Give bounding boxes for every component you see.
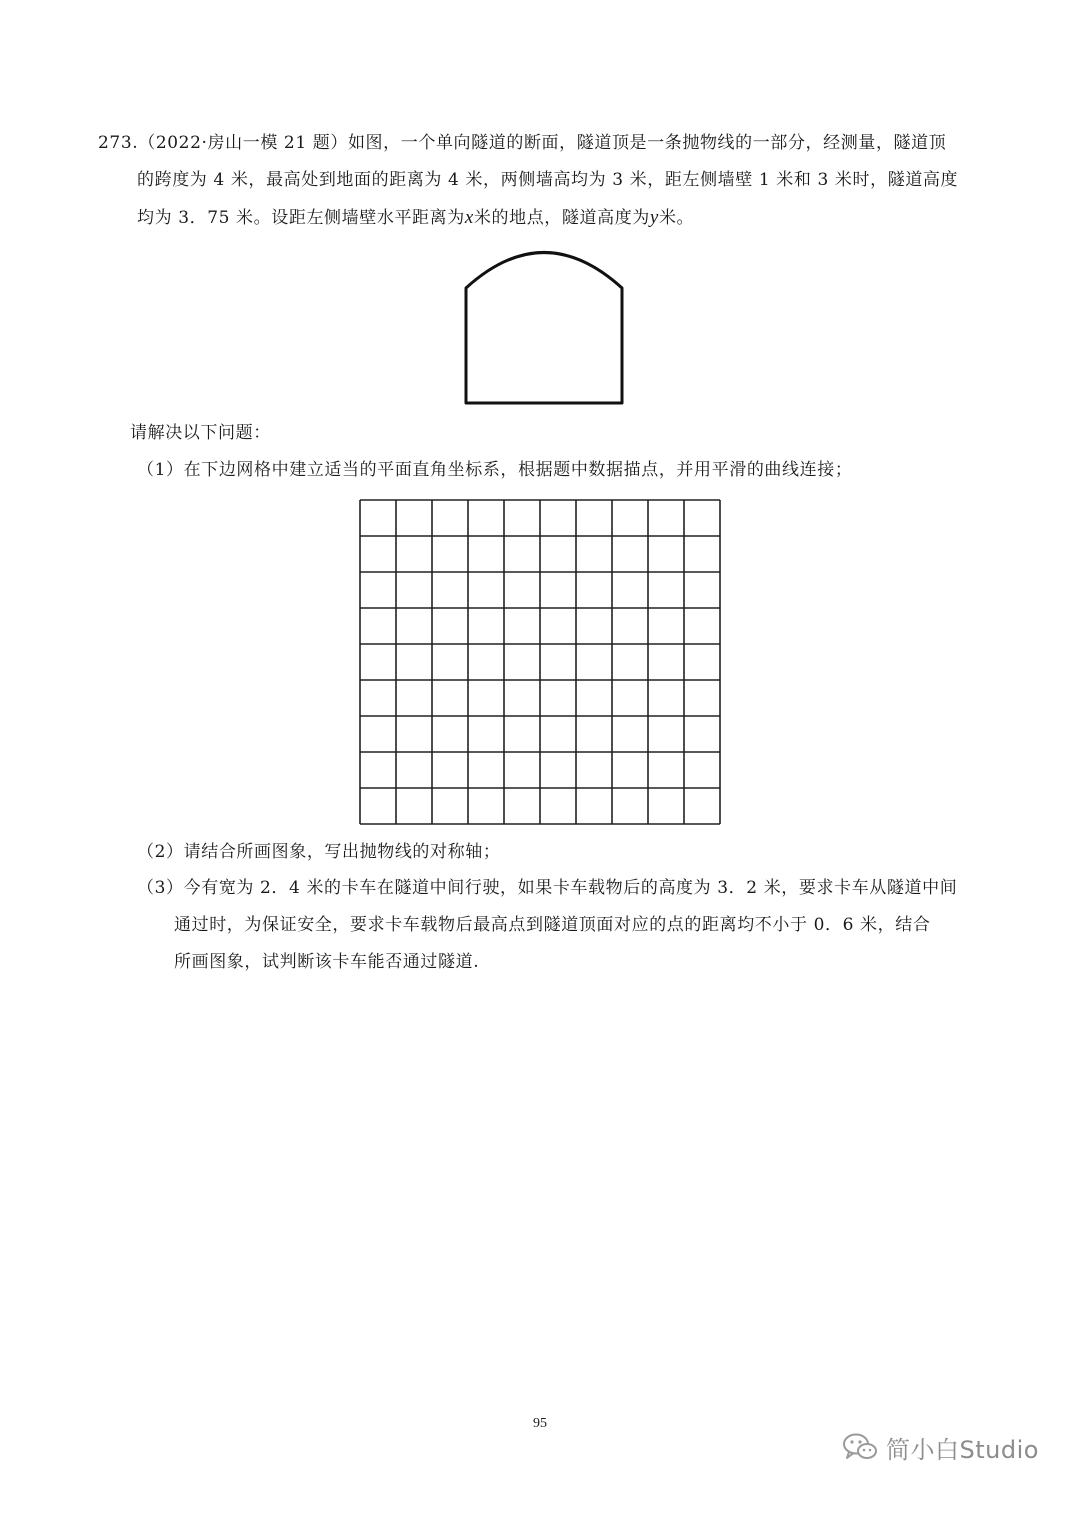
question-3-line-2: 通过时，为保证安全，要求卡车载物后最高点到隧道顶面对应的点的距离均不小于 0．6 米，结合	[174, 915, 931, 935]
question-1-text: （1）在下边网格中建立适当的平面直角坐标系，根据题中数据描点，并用平滑的曲线连接；	[137, 460, 853, 480]
problem-line-2: 的跨度为 4 米，最高处到地面的距离为 4 米，两侧墙高均为 3 米，距左侧墙壁 1 米和 3 米时，隧道高度	[137, 170, 959, 190]
wechat-logo-icon	[842, 1432, 878, 1462]
page-number: 95	[533, 1416, 547, 1431]
question-3-line-3: 所画图象，试判断该卡车能否通过隧道.	[174, 952, 480, 972]
coordinate-grid	[358, 498, 722, 826]
variable-x: x	[464, 207, 474, 228]
problem-line-3-prefix: 均为 3．75 米。设距左侧墙壁水平距离为	[137, 208, 465, 228]
watermark	[842, 1427, 1039, 1467]
instructions-text: 请解决以下问题：	[130, 423, 271, 443]
tunnel-cross-section-figure	[460, 245, 628, 407]
problem-line-3	[137, 206, 694, 230]
watermark-text: 简小白Studio	[886, 1435, 1039, 1464]
problem-line-3-middle: 米的地点，隧道高度为	[473, 208, 650, 228]
variable-y: y	[649, 207, 659, 228]
problem-line-1: 273.（2022·房山一模 21 题）如图，一个单向隧道的断面，隧道顶是一条抛物线的一部分，经测量，隧道顶	[98, 133, 947, 153]
problem-line-3-suffix: 米。	[658, 208, 695, 228]
question-2-text: （2）请结合所画图象，写出抛物线的对称轴；	[137, 842, 501, 862]
question-3-line-1: （3）今有宽为 2．4 米的卡车在隧道中间行驶，如果卡车载物后的高度为 3．2 米，要求卡车从隧道中间	[137, 878, 958, 898]
tunnel-outline	[466, 253, 622, 404]
